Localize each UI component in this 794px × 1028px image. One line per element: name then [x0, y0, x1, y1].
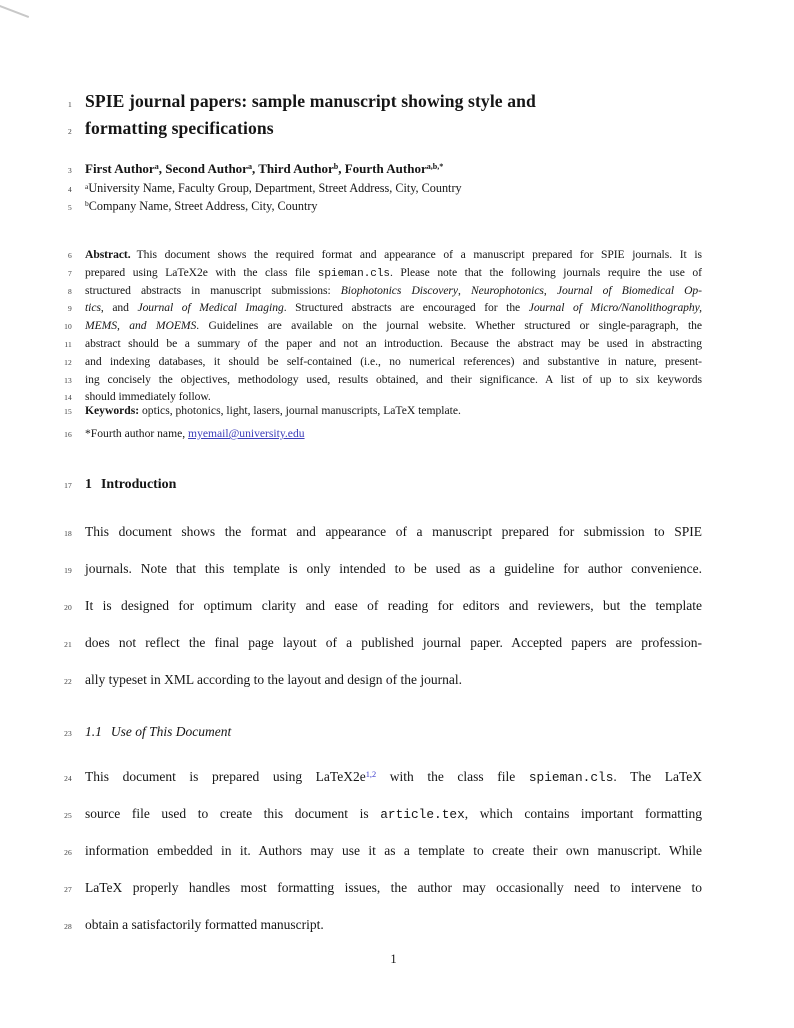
affiliation-marker: a: [85, 181, 89, 191]
body-line: [48, 524, 702, 561]
section-number: 1: [85, 477, 92, 492]
author-names: [85, 161, 702, 176]
body-text-line: This document shows the format and appearance of a manuscript prepared for submission to SPIE: [85, 524, 702, 539]
abstract-line: [48, 337, 702, 355]
body-text: . The LaTeX: [613, 769, 702, 784]
line-number: 2: [68, 126, 72, 136]
subsection-number: 1.1: [85, 724, 102, 739]
abstract-text: This document shows the required format and appearance of a manuscript prepared for SPIE journals. It is: [136, 248, 702, 261]
line-number: 20: [64, 603, 72, 612]
abstract-label: Abstract.: [85, 248, 131, 261]
source-file-name: article.tex: [380, 807, 465, 822]
email-link[interactable]: myemail@university.edu: [188, 427, 305, 440]
abstract-text: . Please note that the following journals require the use of: [389, 265, 702, 279]
journal-name: Journal of Medical Imaging: [137, 301, 284, 315]
corner-artifact: [0, 4, 29, 18]
abstract-text: prepared using LaTeX2e with the class file: [85, 265, 318, 279]
affiliation-line: [48, 181, 702, 199]
line-number: 28: [64, 922, 72, 931]
line-number: 18: [64, 529, 72, 538]
abstract-line: [48, 319, 702, 337]
abstract-text-line: [85, 266, 702, 281]
author-note-prefix: *Fourth author name,: [85, 427, 189, 440]
body-text-line: information embedded in it. Authors may use it as a template to create their own manuscript. While: [85, 843, 702, 858]
keywords-text: [85, 404, 702, 418]
line-number: 27: [64, 885, 72, 894]
line-number: 19: [64, 566, 72, 575]
affiliation-superscript: a,b,*: [426, 162, 444, 172]
body-line: [48, 769, 702, 806]
line-number: 6: [68, 251, 72, 260]
body-text-line: does not reflect the final page layout of a published journal paper. Accepted papers are profession-: [85, 635, 702, 650]
line-number: 14: [64, 393, 72, 403]
affiliation-superscript: b: [333, 162, 339, 172]
author-name: , Fourth Author: [338, 161, 427, 176]
body-text-line: ally typeset in XML according to the layout and design of the journal.: [85, 672, 463, 687]
affiliation-text: University Name, Faculty Group, Department, Street Address, City, Country: [88, 181, 462, 195]
title-line-1-text: SPIE journal papers: sample manuscript showing style and: [85, 91, 536, 111]
journal-name: Neurophotonics: [470, 283, 544, 297]
journal-name: Biophotonics Discovery: [340, 283, 458, 297]
affiliation-superscript: a: [247, 162, 252, 172]
abstract-text: . Guidelines are available on the journal website. Whether structured or single-paragraph, the: [196, 319, 702, 333]
title-line: [48, 88, 702, 115]
abstract-text-line: abstract should be a summary of the paper and not an introduction. Because the abstract may be used in abstracting: [85, 336, 702, 350]
section-heading-text: [85, 477, 702, 493]
journal-name: Journal of Micro/Nanolithography,: [528, 301, 702, 315]
line-number: 4: [68, 185, 72, 194]
body-text-line: It is designed for optimum clarity and ease of reading for editors and reviewers, but the template: [85, 598, 702, 613]
author-list: [48, 161, 702, 176]
line-number: 17: [64, 481, 72, 490]
line-number: 26: [64, 848, 72, 857]
abstract-text-line: [85, 301, 702, 315]
keywords-list: optics, photonics, light, lasers, journal manuscripts, LaTeX template.: [139, 404, 461, 417]
body-text: , which contains important formatting: [464, 806, 702, 821]
affiliation-marker: b: [85, 199, 89, 209]
body-text: source file used to create this document is: [85, 806, 381, 821]
line-number: 25: [64, 811, 72, 820]
body-text: This document is prepared using LaTeX2e: [85, 769, 366, 784]
abstract-text-line: [85, 284, 702, 298]
line-number: 5: [68, 202, 72, 212]
body-line: [48, 880, 702, 917]
abstract-text-line: [85, 248, 702, 262]
subsection-heading-use-of-this-document: [48, 724, 702, 740]
line-number: 9: [68, 304, 72, 314]
line-number: 15: [64, 407, 72, 416]
title-line-2-text: formatting specifications: [85, 117, 274, 138]
section-title: Introduction: [100, 477, 177, 492]
body-line: [48, 598, 702, 635]
body-text-line: [85, 769, 702, 785]
body-line: [48, 672, 702, 709]
abstract-text: ,: [543, 283, 557, 297]
introduction-paragraph: [48, 524, 702, 709]
body-line: [48, 561, 702, 598]
title-line: [48, 115, 702, 142]
abstract-line: [48, 373, 702, 391]
body-line: [48, 635, 702, 672]
abstract-line: [48, 284, 702, 302]
line-number: 13: [64, 375, 72, 385]
line-number: 12: [64, 357, 72, 367]
body-text-line: [85, 806, 702, 822]
citation-link[interactable]: 1,2: [365, 770, 377, 780]
line-number: 22: [64, 677, 72, 686]
author-name: , Third Author: [251, 161, 334, 176]
subsection-title: Use of This Document: [110, 724, 232, 739]
class-file-name: spieman.cls: [528, 770, 614, 785]
affiliation-line: [48, 199, 702, 217]
affiliation-text: Company Name, Street Address, City, Country: [88, 198, 318, 213]
abstract-text-line: should immediately follow.: [85, 390, 211, 404]
affiliations: [48, 181, 702, 216]
line-number: 24: [64, 774, 72, 783]
section-heading-introduction: [48, 477, 702, 493]
author-note-text: [85, 427, 702, 441]
line-number: 8: [68, 286, 72, 296]
abstract-line: [48, 266, 702, 284]
corresponding-author-note: [48, 427, 702, 441]
affiliation-2: [85, 199, 702, 213]
affiliation-superscript: a: [154, 162, 159, 172]
line-number: 3: [68, 166, 72, 175]
line-number: 1: [68, 100, 72, 109]
line-number: 11: [64, 339, 72, 349]
keywords-label: Keywords:: [85, 404, 140, 417]
keywords-line: [48, 404, 702, 418]
journal-name: tics: [85, 301, 101, 315]
line-number: 10: [64, 322, 72, 332]
abstract-text-line: [85, 319, 702, 333]
body-text-line: journals. Note that this template is only intended to be used as a guideline for author convenience.: [85, 561, 702, 576]
abstract-text: structured abstracts in manuscript submissions:: [85, 283, 341, 297]
paper-title: [48, 88, 702, 141]
body-text-line: obtain a satisfactorily formatted manuscript.: [85, 917, 324, 932]
journal-name: MEMS, and MOEMS: [85, 319, 197, 333]
body-line: [48, 806, 702, 843]
body-line: [48, 843, 702, 880]
body-line: [48, 917, 702, 954]
abstract-line: [48, 248, 702, 266]
line-number: 23: [64, 729, 72, 738]
abstract-text: ,: [458, 283, 471, 297]
abstract-text: , and: [100, 301, 138, 315]
author-name: , Second Author: [158, 161, 248, 176]
line-number: 21: [64, 640, 72, 649]
abstract-text: . Structured abstracts are encouraged for the: [283, 301, 529, 315]
subsection-heading-text: [85, 724, 702, 740]
abstract-line: [48, 355, 702, 373]
author-line: [48, 161, 702, 176]
body-text-line: LaTeX properly handles most formatting issues, the author may occasionally need to intervene to: [85, 880, 702, 895]
usage-paragraph: [48, 769, 702, 954]
abstract-line: [48, 301, 702, 319]
affiliation-1: [85, 181, 702, 195]
abstract-text-line: ing concisely the objectives, methodology used, results obtained, and their significance. A list of up to six keywords: [85, 372, 702, 386]
class-file-name: spieman.cls: [317, 267, 390, 280]
body-text: with the class file: [376, 769, 529, 784]
line-number: 7: [68, 268, 72, 278]
abstract-text-line: and indexing databases, it should be self-contained (i.e., no numerical references) and substantive in nature, present-: [85, 354, 702, 368]
journal-name: Journal of Biomedical Op-: [556, 283, 702, 297]
author-name: First Author: [85, 161, 155, 176]
abstract-section: [48, 248, 702, 408]
line-number: 16: [64, 430, 72, 439]
page-number: 1: [390, 952, 397, 966]
